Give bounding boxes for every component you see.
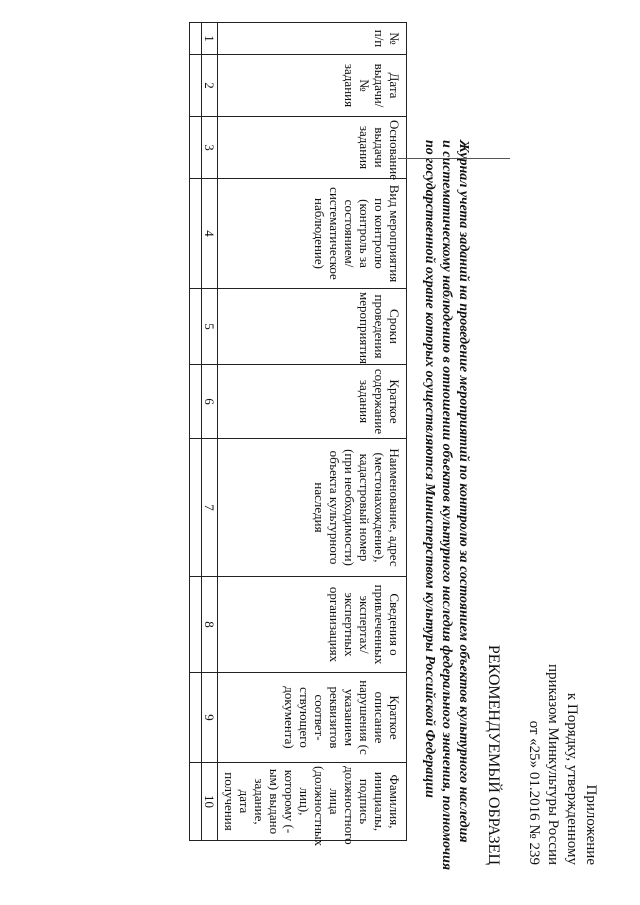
title-line: и систематическому наблюдению в отношении объектов культурного наследия федерального значения, полномочия [439,140,454,871]
appendix-line: к Порядку, утвержденному [564,692,580,865]
column-number: 5 [202,289,218,365]
empty-cell [190,289,202,365]
empty-cell [190,673,202,763]
column-header: Сроки проведения мероприятия [218,289,407,365]
signature-line [398,158,510,159]
empty-cell [190,577,202,673]
column-header: Наименование, адрес (местонахождение), кадастровый номер (при необходимости) объекта культурного наследия [218,439,407,577]
column-header: Дата выдачи/ № задания [218,55,407,117]
column-header: № п/п [218,23,407,55]
empty-cell [190,763,202,841]
column-number: 7 [202,439,218,577]
empty-cell [190,117,202,179]
title-line: Журнал учета заданий на проведение мероприятий по контролю за состоянием объектов культурного наследия [456,140,471,843]
column-header: Основание выдачи задания [218,117,407,179]
column-number: 9 [202,673,218,763]
column-number: 4 [202,179,218,289]
column-number: 10 [202,763,218,841]
empty-cell [190,365,202,439]
column-header: Вид мероприятия по контролю (контроль за состоянием/ систематическое наблюдение) [218,179,407,289]
appendix-line: приказом Минкультуры России [545,663,561,865]
column-number: 3 [202,117,218,179]
appendix-line: от «25» 01.2016 № 239 [526,720,542,865]
column-number: 2 [202,55,218,117]
column-number: 1 [202,23,218,55]
empty-cell [190,23,202,55]
column-number-row [202,23,218,841]
column-header: Фамилия, инициалы, подпись должностного лица (должностных лиц), которому (-ым) выдано задание, дата получения [218,763,407,841]
header-row [218,23,407,841]
column-header: Краткое содержание задания [218,365,407,439]
empty-entry-row [190,23,202,841]
column-header: Краткое описание нарушения (с указанием реквизитов соответ- ствующего документа) [218,673,407,763]
empty-cell [190,179,202,289]
sample-label: РЕКОМЕНДУЕМЫЙ ОБРАЗЕЦ [485,644,502,865]
empty-cell [190,55,202,117]
appendix-block [524,664,600,865]
title-line: по государственной охране которых осуществляются Министерством культуры Российской Федерации [422,140,437,798]
column-number: 8 [202,577,218,673]
journal-title [421,140,472,871]
journal-table [189,22,407,847]
column-header: Сведения о привлеченных экспертах/ экспертных организациях [218,577,407,673]
appendix-line: Приложение [583,784,599,865]
column-number: 6 [202,365,218,439]
empty-cell [190,439,202,577]
